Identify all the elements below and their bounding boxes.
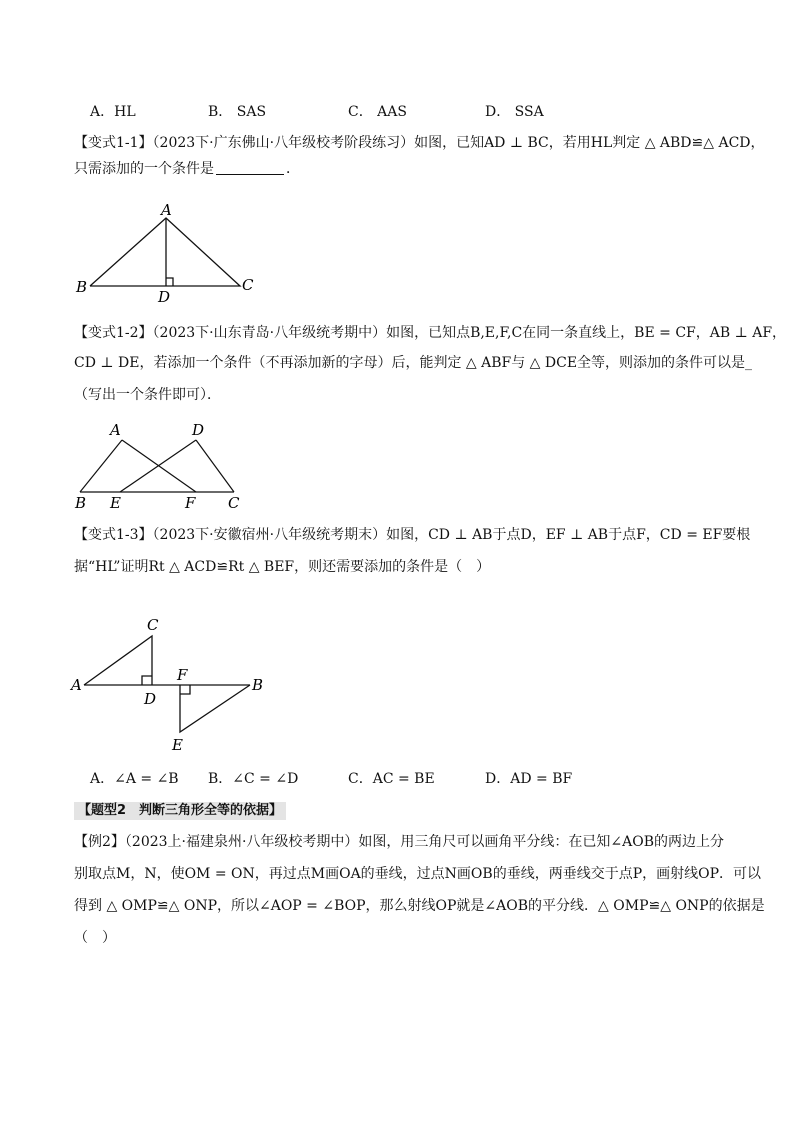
variant-1-2-line2: CD ⊥ DE，若添加一个条件（不再添加新的字母）后，能判定 △ ABF与 △ DCE全等，则添加的条件可以是_ (74, 355, 753, 371)
variant-1-3-option-c[interactable]: C．AC = BE (348, 771, 435, 787)
variant-1-1-line2 (74, 159, 734, 179)
example-2-line1: 【例2】（2023上·福建泉州·八年级校考期中）如图，用三角尺可以画角平分线：在已知∠AOB的两边上分 (74, 834, 725, 850)
variant-1-2-line1: 【变式1-2】（2023下·山东青岛·八年级统考期中）如图，已知点B,E,F,C在同一条直线上，BE = CF，AB ⊥ AF， (74, 325, 787, 341)
variant-1-1-period: ． (286, 161, 300, 177)
label-a: A (110, 421, 121, 439)
variant-1-2-line3: （写出一个条件即可）． (74, 387, 221, 403)
right-angle-mark-d (166, 278, 173, 286)
q1-option-a[interactable]: A．HL (90, 104, 136, 120)
label-e: E (110, 494, 121, 512)
label-e: E (172, 736, 183, 754)
variant-1-3-line2: 据“HL”证明Rt △ ACD≌Rt △ BEF，则还需要添加的条件是（ ） (74, 559, 491, 575)
variant-1-3-option-a[interactable]: A．∠A = ∠B (90, 771, 179, 787)
label-d: D (144, 690, 157, 708)
label-a: A (71, 676, 82, 694)
label-d: D (158, 288, 171, 305)
answer-blank[interactable] (216, 160, 284, 175)
label-b: B (76, 278, 88, 296)
variant-1-1-prompt: 只需添加的一个条件是 (74, 161, 214, 177)
label-a: A (161, 201, 172, 219)
section-heading-type-2: 【题型2 判断三角形全等的依据】 (74, 802, 286, 820)
segment-ab (80, 440, 122, 492)
figure-variant-1-2 (70, 418, 250, 513)
label-f: F (177, 666, 188, 684)
variant-1-3-option-b[interactable]: B．∠C = ∠D (208, 771, 299, 787)
triangle-abc (90, 218, 240, 286)
segment-dc (196, 440, 234, 492)
variant-1-3-options (90, 768, 730, 788)
example-2-line4: （ ） (74, 930, 116, 946)
example-2-line2: 别取点M，N，使OM = ON，再过点M画OA的垂线，过点N画OB的垂线，两垂线交于点P，画射线OP．可以 (74, 866, 762, 882)
variant-1-3-option-d[interactable]: D．AD = BF (485, 771, 573, 787)
label-b: B (75, 494, 87, 512)
right-angle-mark-d (142, 676, 152, 685)
example-2-line3: 得到 △ OMP≌△ ONP，所以∠AOP = ∠BOP，那么射线OP就是∠AOB的平分线．△ OMP≌△ ONP的依据是 (74, 898, 765, 914)
label-c: C (242, 276, 254, 294)
label-c: C (228, 494, 240, 512)
right-angle-mark-f (180, 685, 190, 694)
variant-1-1-line1: 【变式1-1】（2023下·广东佛山·八年级校考阶段练习）如图，已知AD ⊥ BC，若用HL判定 △ ABD≌△ ACD， (74, 135, 765, 151)
label-f: F (185, 494, 196, 512)
label-c: C (147, 616, 159, 634)
label-d: D (192, 421, 205, 439)
q1-option-c[interactable]: C． AAS (348, 104, 407, 120)
label-b: B (252, 676, 264, 694)
figure-variant-1-1 (70, 200, 270, 305)
variant-1-3-line1: 【变式1-3】（2023下·安徽宿州·八年级统考期末）如图，CD ⊥ AB于点D，EF ⊥ AB于点F，CD = EF要根 (74, 527, 751, 543)
figure-variant-1-3 (68, 612, 278, 757)
q1-option-d[interactable]: D． SSA (485, 104, 544, 120)
q1-option-b[interactable]: B． SAS (208, 104, 267, 120)
q1-options (90, 101, 730, 121)
